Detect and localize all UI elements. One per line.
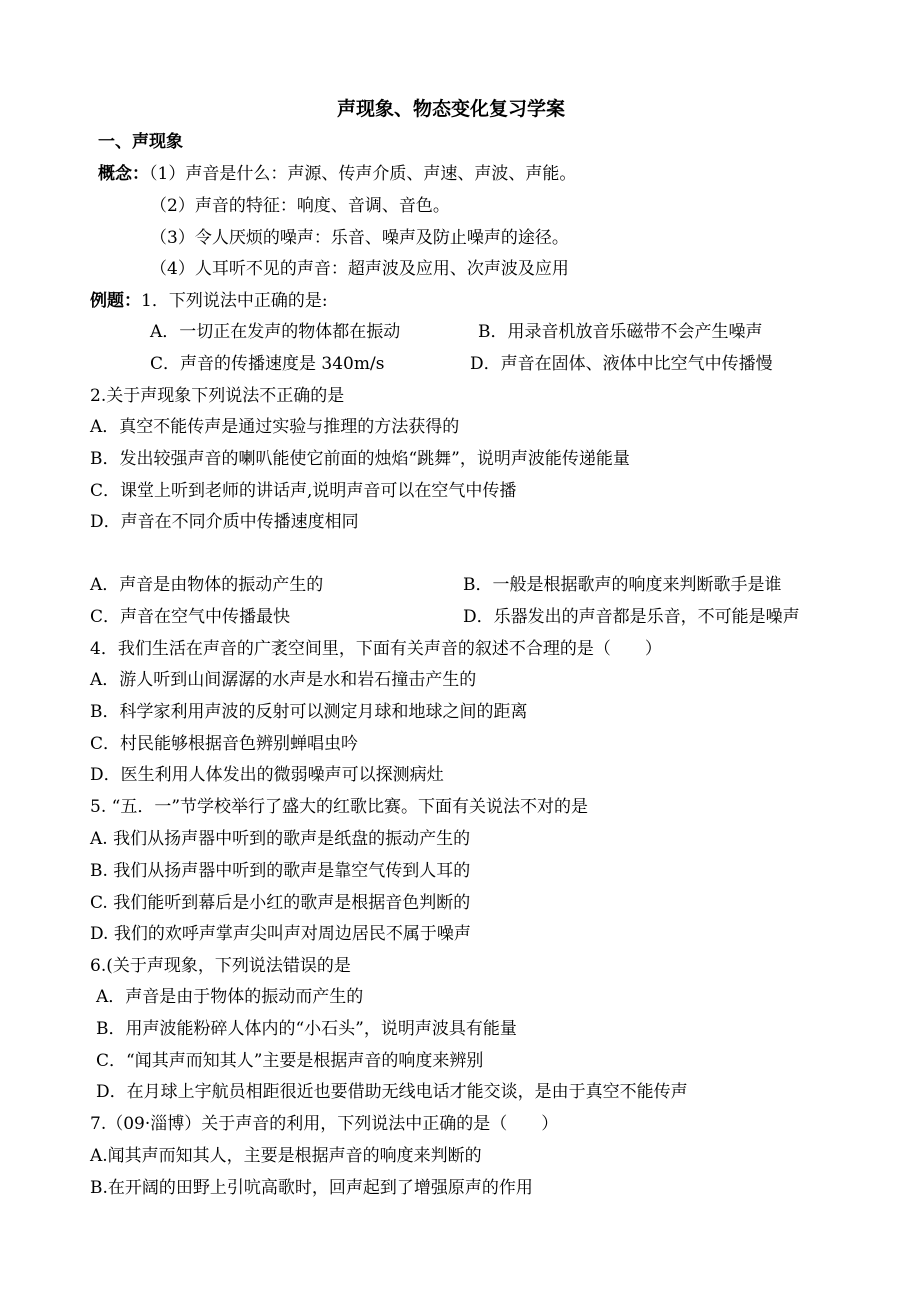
q2-option-b: B．发出较强声音的喇叭能使它前面的烛焰“跳舞”，说明声波能传递能量	[90, 449, 630, 469]
q4-option-b: B．科学家利用声波的反射可以测定月球和地球之间的距离	[90, 702, 528, 722]
q2-option-a: A．真空不能传声是通过实验与推理的方法获得的	[90, 417, 460, 437]
section-heading-sound: 一、声现象	[98, 132, 183, 152]
q5-stem: 5. “五．一”节学校举行了盛大的红歌比赛。下面有关说法不对的是	[90, 797, 589, 817]
q2-option-c: C．课堂上听到老师的讲话声,说明声音可以在空气中传播	[90, 481, 517, 501]
q7-stem: 7.（09·淄博）关于声音的利用，下列说法中正确的是（ ）	[90, 1114, 559, 1134]
concept-line-1	[98, 163, 576, 185]
q3-option-c: C．声音在空气中传播最快	[90, 607, 291, 627]
q6-option-b: B．用声波能粉碎人体内的“小石头”，说明声波具有能量	[96, 1019, 517, 1039]
q4-stem: 4．我们生活在声音的广袤空间里，下面有关声音的叙述不合理的是（ ）	[90, 639, 662, 659]
q6-option-a: A．声音是由于物体的振动而产生的	[96, 987, 364, 1007]
q1-option-a: A．一切正在发声的物体都在振动	[150, 322, 401, 342]
q7-option-b: B.在开阔的田野上引吭高歌时，回声起到了增强原声的作用	[90, 1178, 533, 1198]
q1-option-d: D．声音在固体、液体中比空气中传播慢	[470, 354, 773, 374]
q6-option-c: C．“闻其声而知其人”主要是根据声音的响度来辨别	[96, 1051, 484, 1071]
q5-option-c: C. 我们能听到幕后是小红的歌声是根据音色判断的	[90, 893, 471, 913]
q4-option-c: C．村民能够根据音色辨别蝉唱虫吟	[90, 734, 359, 754]
example-q1-stem-line	[90, 290, 328, 312]
q4-option-d: D．医生利用人体发出的微弱噪声可以探测病灶	[90, 765, 444, 785]
q3-option-b: B．一般是根据歌声的响度来判断歌手是谁	[463, 575, 782, 595]
q6-stem: 6.(关于声现象，下列说法错误的是	[90, 956, 351, 976]
concept-item-4: （4）人耳听不见的声音：超声波及应用、次声波及应用	[150, 259, 569, 279]
example-label: 例题：	[90, 291, 141, 311]
q4-option-a: A．游人听到山间潺潺的水声是水和岩石撞击产生的	[90, 670, 477, 690]
q1-stem: 1．下列说法中正确的是:	[141, 291, 328, 311]
q7-option-a: A.闻其声而知其人，主要是根据声音的响度来判断的	[90, 1146, 482, 1166]
concept-item-1: （1）声音是什么：声源、传声介质、声速、声波、声能。	[149, 164, 577, 184]
q5-option-b: B. 我们从扬声器中听到的歌声是靠空气传到人耳的	[90, 861, 471, 881]
q2-stem: 2.关于声现象下列说法不正确的是	[90, 386, 345, 406]
concept-item-3: （3）令人厌烦的噪声：乐音、噪声及防止噪声的途径。	[150, 228, 569, 248]
q3-option-a: A．声音是由物体的振动产生的	[90, 575, 324, 595]
q2-option-d: D．声音在不同介质中传播速度相同	[90, 512, 359, 532]
q6-option-d: D．在月球上宇航员相距很近也要借助无线电话才能交谈，是由于真空不能传声	[96, 1082, 688, 1102]
q1-option-b: B．用录音机放音乐磁带不会产生噪声	[478, 322, 763, 342]
concept-item-2: （2）声音的特征：响度、音调、音色。	[150, 196, 450, 216]
q5-option-d: D. 我们的欢呼声掌声尖叫声对周边居民不属于噪声	[90, 924, 471, 944]
q1-option-c: C．声音的传播速度是 340m/s	[150, 354, 385, 374]
q3-option-d: D．乐器发出的声音都是乐音，不可能是噪声	[463, 607, 800, 627]
document-title: 声现象、物态变化复习学案	[337, 98, 566, 120]
concept-label: 概念：	[98, 164, 149, 184]
q5-option-a: A. 我们从扬声器中听到的歌声是纸盘的振动产生的	[90, 829, 471, 849]
